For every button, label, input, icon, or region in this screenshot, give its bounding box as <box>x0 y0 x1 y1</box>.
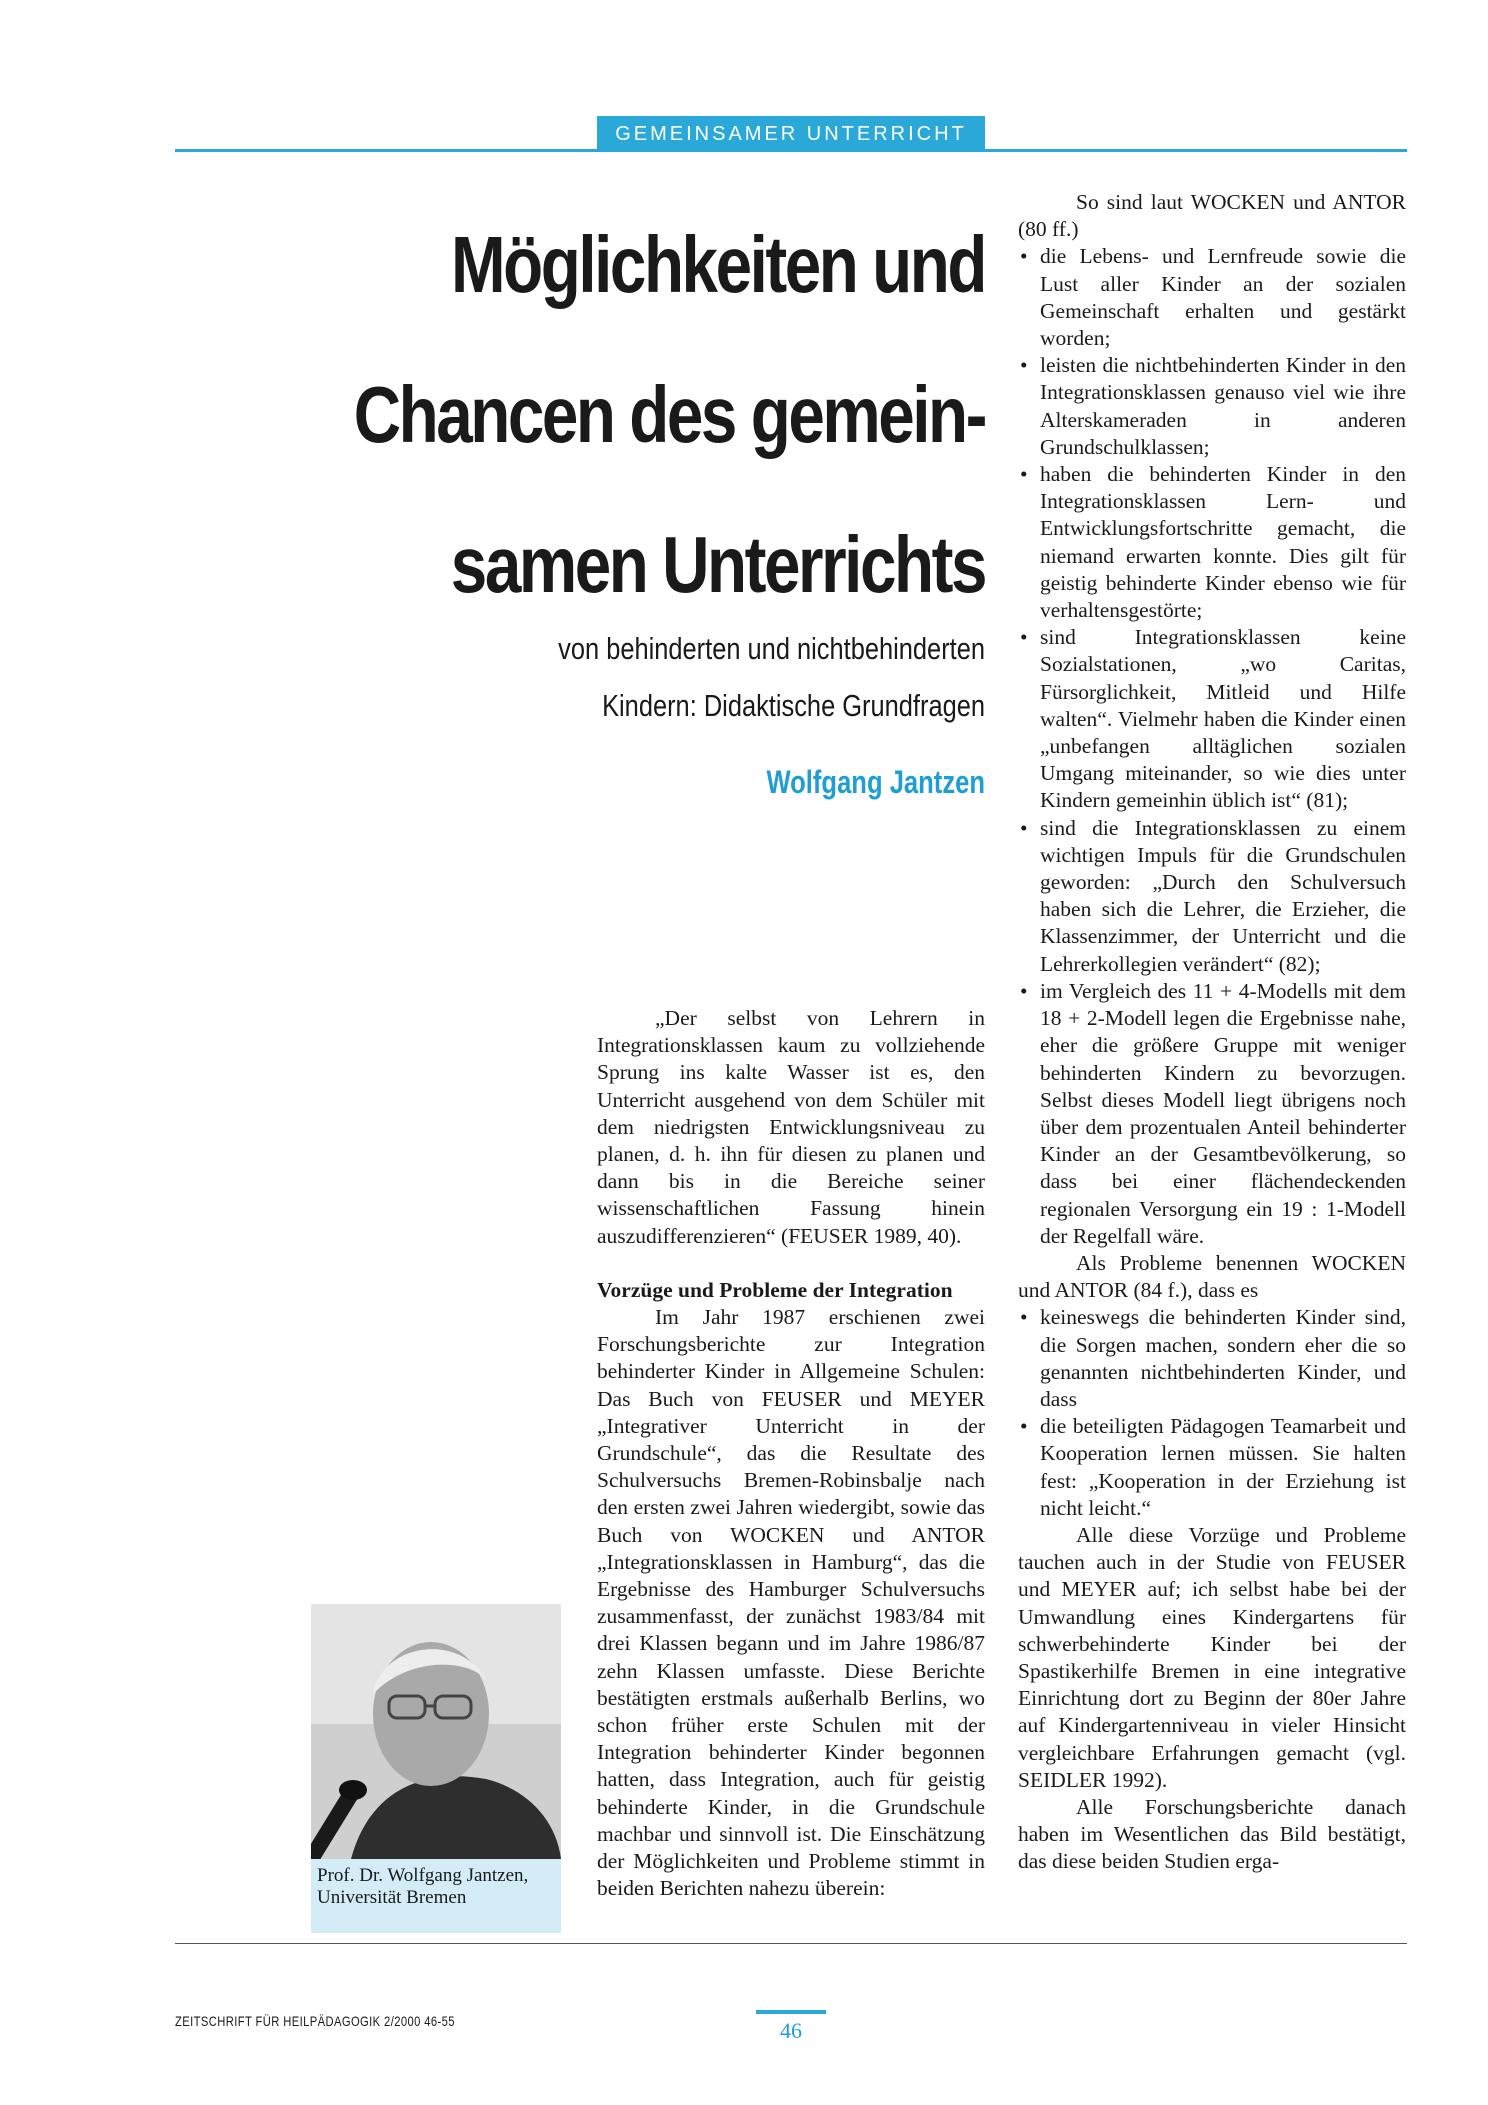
epigraph-quote: „Der selbst von Lehrern in Integrationsklassen kaum zu vollziehende Sprung ins kalte Wasser ist es, den Unterricht ausgehend von dem Schüler mit dem niedrigsten Entwicklungsniveau zu planen, d. h. ihn für diesen zu planen und dann bis in die Bereiche seiner wissenschaftlichen Fassung hinein auszudifferenzieren“ (FEUSER 1989, 40). <box>597 1006 985 1248</box>
body-paragraph: Alle diese Vorzüge und Probleme tauchen auch in der Studie von FEUSER und MEYER auf; ich selbst habe bei der Umwandlung eines Kindergartens für schwerbehinderte Kinder bei der Spastikerhilfe Bremen in eine integrative Einrichtung dort zu Beginn der 80er Jahre auf Kindergartenniveau in vieler Hinsicht vergleichbare Erfahrungen gemacht (vgl. SEIDLER 1992). <box>1018 1522 1406 1792</box>
list-item: • sind die Integrationsklassen zu einem wichtigen Impuls für die Grundschulen geworden: „Durch den Schulversuch haben sich die Lehrer, die Erzieher, die Klassenzimmer, der Unterricht und die Lehrerkollegien verändert“ (82); <box>1018 815 1406 978</box>
portrait-image <box>311 1604 561 1859</box>
title-line: samen Unterrichts <box>450 520 985 609</box>
photo-caption: Prof. Dr. Wolfgang Jantzen, Universität Bremen <box>311 1859 561 1933</box>
body-paragraph: Im Jahr 1987 erschienen zwei Forschungsberichte zur Integration behinderter Kinder in Allgemeine Schulen: Das Buch von FEUSER und MEYER „Integrativer Unterricht in der Grundschule“, das die Resultate des Schulversuchs Bremen-Robinsbalje nach den ersten zwei Jahren wiedergibt, sowie das Buch von WOCKEN und ANTOR „Integrationsklassen in Hamburg“, das die Ergebnisse des Hamburger Schulversuchs zusammenfasst, der zunächst 1983/84 mit drei Klassen begann und im Jahre 1986/87 zehn Klassen umfasste. Diese Berichte bestätigten erstmals außerhalb Berlins, wo schon früher erste Schulen mit der Integration behinderter Kinder begonnen hatten, dass Integration, auch für geistig behinderte Kinder, in die Grundschule machbar und sinnvoll ist. Die Einschätzung der Möglichkeiten und Probleme stimmt in beiden Berichten nahezu überein: <box>597 1305 985 1901</box>
article-subtitle <box>423 620 985 734</box>
subtitle-line: von behinderten und nichtbehinderten <box>558 631 985 666</box>
author-photo <box>311 1604 561 1859</box>
list-item: • keineswegs die behinderten Kinder sind, die Sorgen machen, sondern eher die so genannten nichtbehinderten Kinder, und dass <box>1018 1304 1406 1413</box>
problems-list <box>1018 1304 1406 1522</box>
list-item: • sind Integrationsklassen keine Sozialstationen, „wo Caritas, Fürsorglichkeit, Mitleid und Hilfe walten“. Vielmehr haben die Kinder einen „unbefangen alltäglichen sozialen Umgang miteinander, so wie dies unter Kindern gemeinhin üblich ist“ (81); <box>1018 624 1406 814</box>
list-item: • im Vergleich des 11 + 4-Modells mit dem 18 + 2-Modell legen die Ergebnisse nahe, eher die größere Gruppe mit weniger behinderten Kindern zu bevorzugen. Selbst dieses Modell liegt übrigens noch über dem prozentualen Anteil behinderter Kinder an der Gesamtbevölkerung, so dass bei einer flächendeckenden regionalen Versorgung ein 19 : 1-Modell der Regelfall wäre. <box>1018 978 1406 1250</box>
list-item: • die beteiligten Pädagogen Teamarbeit und Kooperation lernen müssen. Sie halten fest: „Kooperation in der Erziehung ist nicht leicht.“ <box>1018 1413 1406 1522</box>
advantages-list <box>1018 243 1406 1250</box>
page-number: 46 <box>780 2018 802 2043</box>
list-item: • leisten die nichtbehinderten Kinder in den Integrationsklassen genauso viel wie ihre Alterskameraden in anderen Grundschulklassen; <box>1018 352 1406 461</box>
right-column <box>1018 189 1406 1876</box>
list-item: • haben die behinderten Kinder in den Integrationsklassen Lern- und Entwicklungsfortschritte gemacht, die niemand erwarten konnte. Dies gilt für geistig behinderte Kinder ebenso wie für verhaltensgestörte; <box>1018 461 1406 624</box>
title-line: Chancen des gemein- <box>353 370 985 459</box>
middle-column <box>597 1005 985 1903</box>
list-item: • die Lebens- und Lernfreude sowie die Lust aller Kinder an der sozialen Gemeinschaft erhalten und gestärkt worden; <box>1018 243 1406 352</box>
article-title <box>341 190 985 640</box>
title-line: Möglichkeiten und <box>450 220 985 309</box>
subtitle-line: Kindern: Didaktische Grundfragen <box>602 688 985 723</box>
body-paragraph: Alle Forschungsberichte danach haben im Wesentlichen das Bild bestätigt, das diese beiden Studien erga- <box>1018 1794 1406 1874</box>
body-paragraph: Als Probleme benennen WOCKEN und ANTOR (84 f.), dass es <box>1018 1250 1406 1303</box>
author-name: Wolfgang Jantzen <box>766 764 985 800</box>
section-heading: Vorzüge und Probleme der Integration <box>597 1277 953 1302</box>
body-paragraph: So sind laut WOCKEN und ANTOR (80 ff.) <box>1018 190 1406 242</box>
page-number-mark <box>756 2010 826 2014</box>
section-label: GEMEINSAMER UNTERRICHT <box>597 116 985 152</box>
journal-reference: ZEITSCHRIFT FÜR HEILPÄDAGOGIK 2/2000 46-55 <box>175 2013 455 2029</box>
footer-rule <box>175 1943 1407 1944</box>
